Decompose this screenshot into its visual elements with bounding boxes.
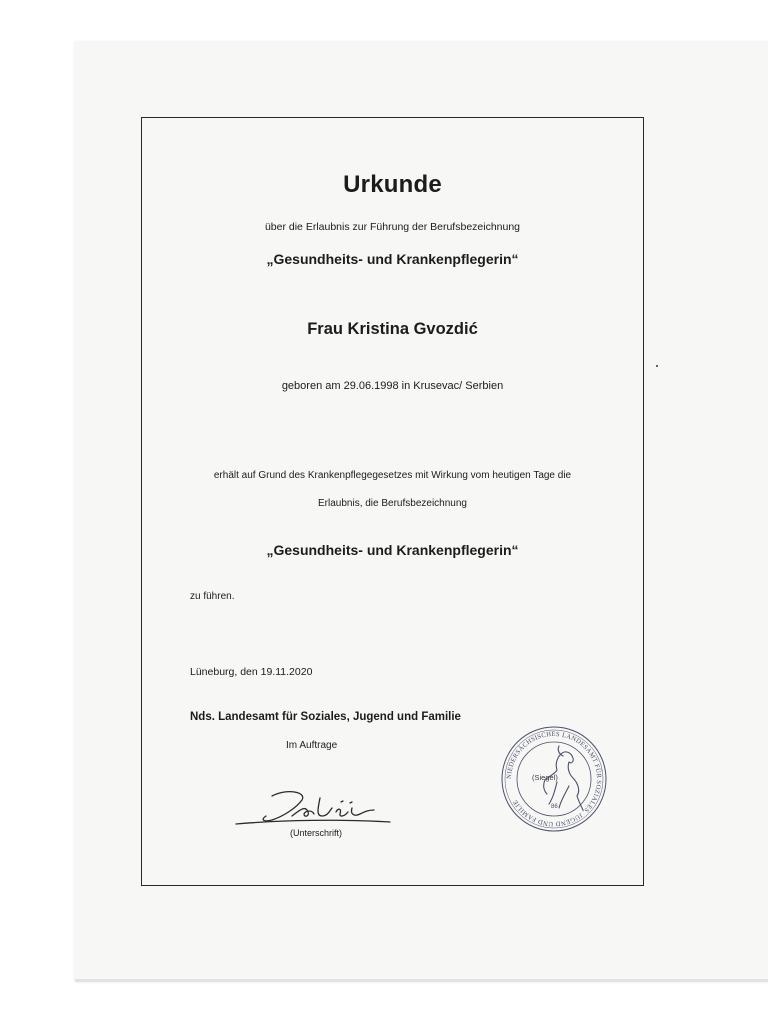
subtitle: über die Erlaubnis zur Führung der Berufsbezeichnung	[264, 221, 521, 233]
body-text-line-2: Erlaubnis, die Berufsbezeichnung	[318, 498, 467, 509]
job-title-repeat: „Gesundheits- und Krankenpflegerin“	[266, 542, 519, 558]
body-text-line-1: erhält auf Grund des Krankenpflegegesetzes mit Wirkung vom heutigen Tage die	[213, 470, 572, 481]
signature-caption: (Unterschrift)	[290, 828, 343, 838]
issuing-authority: Nds. Landesamt für Soziales, Jugend und Familie	[190, 711, 461, 723]
place-and-date: Lüneburg, den 19.11.2020	[190, 666, 313, 678]
closing-phrase: zu führen.	[190, 591, 235, 602]
seal-number: 86	[551, 804, 558, 810]
birth-details: geboren am 29.06.1998 in Krusevac/ Serbien	[281, 380, 504, 392]
job-title: „Gesundheits- und Krankenpflegerin“	[266, 251, 519, 267]
on-behalf-note: Im Auftrage	[286, 740, 338, 751]
seal-caption: (Siegel)	[532, 773, 558, 782]
ink-speck	[656, 365, 658, 367]
sheet-bottom-edge	[75, 979, 768, 982]
seal-ring-text: NIEDERSÄCHSISCHES LANDESAMT FÜR SOZIALES, JUGEND UND FAMILIE	[505, 730, 603, 828]
document-title: Urkunde	[343, 171, 442, 198]
recipient-name: Frau Kristina Gvozdić	[307, 320, 478, 338]
